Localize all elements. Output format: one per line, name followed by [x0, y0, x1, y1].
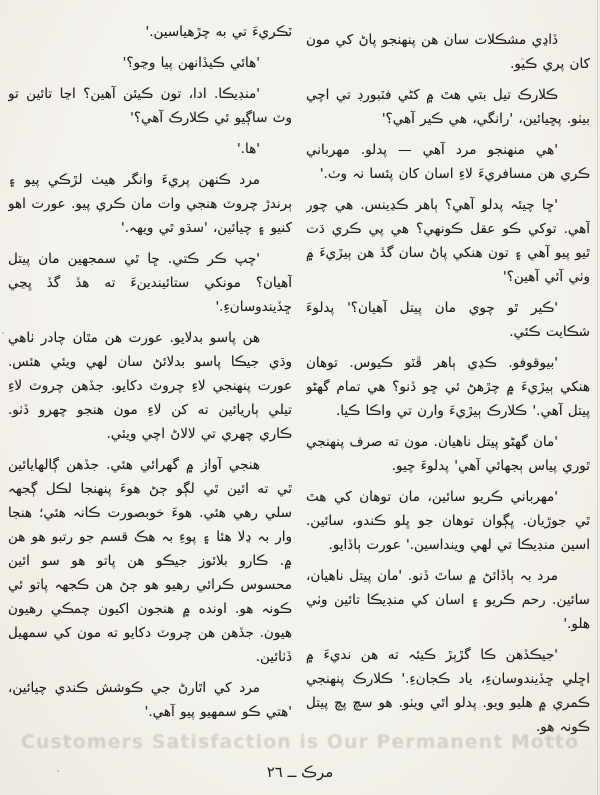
paragraph: 'بيوقوفو. ڪڍي ٻاهر ڦٽو ڪيوس. توهان هنکي ٻيڙيءَ ۾ چڙهڻ ئي ڇو ڏنو؟ هي تمام گهڻو پيتل آهي.' ڪلارڪ ٻيڙيءَ وارن تي واڪا ڪيا. — [306, 355, 590, 419]
paragraph: هن پاسو بدلايو. عورت هن مٿان چادر ٺاهي وڌي جيڪا پاسو بدلائڻ سان لهي ويئي هئس. عورت پنهنجي لاءِ چروٽ دکايو. جڏهن چروٽ لاءِ تيلي ٻاريائين ته کن لاءِ مون هنجو چهرو ڏٺو. ڪاري چهري تي لالاڻ اچي ويئي. — [8, 330, 292, 442]
paragraph: 'چپ ڪر ڪتي. ڇا ٿي سمجهين مان پيتل آهيان؟ مونکي ستائيندينءَ ته هڏ گڏ ڀڃي ڇڏيندوسانءِ.' — [8, 251, 292, 315]
paragraph: مرد ڪنهن پريءَ وانگر هيٺ لڙڪي پيو ۽ ٻرندڙ چروٽ هنجي وات مان ڪري پيو. عورت اهو کنيو ۽ چيائين، 'سڌو ٿي ويهہ.' — [8, 172, 292, 236]
paragraph: ڏاڍي مشڪلات سان هن پنهنجو پاڻ کي مون کان پري ڪيو. — [306, 32, 590, 72]
scan-speck — [521, 58, 524, 60]
paragraph: 'هي منهنجو مرد آهي — پدلو. مهرباني ڪري هن مسافريءَ لاءِ اسان کان پئسا نہ وٺ.' — [306, 142, 590, 182]
paragraph: 'مهرباني ڪريو سائين، مان توهان کي هٿ ٿي جوڙيان. ڀڳوان توهان جو ڀلو ڪندو، سائين. اسين منڊيڪا تي لهي وينداسين.' عورت ٻاڏايو. — [306, 489, 590, 553]
scan-speck — [57, 770, 59, 772]
paragraph: 'مان گهڻو پيتل ناهيان. مون ته صرف پنهنجي ٿوري پياس ٻجهائي آهي' پدلوءَ چيو. — [306, 434, 590, 474]
paragraph: 'هائي ڪيڏانهن پيا وڃو؟' — [122, 55, 260, 71]
paragraph: 'ڇا چيئہ پدلو آهي؟ ٻاهر ڪڍينس. هي چور آهي. توکي ڪو عقل ڪونهي؟ هي پي ڪري ڌت ٿيو پيو آهي ۽ تون هنکي پاڻ سان گڏ هن ٻيڙيءَ ۾ وٺي آئي آهين؟' — [306, 197, 590, 285]
page-number-footer: مرڪ ــ ٢٦ — [266, 763, 334, 781]
paragraph: ڪلارڪ تيل بتي هٿ ۾ کڻي فٽبورڊ تي اچي بيٺو. پڇيائين، 'رانگي، هي ڪير آهي؟' — [306, 87, 590, 127]
text-column-left — [306, 20, 590, 743]
paragraph: 'ها.' — [237, 141, 260, 157]
paragraph: هنجي آواز ۾ گهرائي هئي. جڏهن ڳالهايائين ٿي ته ائين ٿي لڳو ڄڻ هوءَ پنهنجا لڪل ڳجهہ سلي رهي هئي. هوءَ خوبصورت ڪانہ هئي؛ هنجا وار بہ ڍلا هئا ۽ پوءِ بہ هڪ قسم جو رتبو هو هن ۾. ڪارو بلائوز جيڪو هن پاتو هو سو ائين محسوس ڪرائي رهيو هو ڄڻ هن ڪجهہ پاتو ئي ڪونہ هو. اونده ۾ هنجون اکيون چمڪي رهيون هيون. جڏهن هن چروٽ دکايو ته مون کي سمهيل ڏٺائين. — [8, 457, 292, 665]
watermark-text: Customers Satisfaction is Our Permanent Motto — [20, 731, 580, 753]
paragraph: 'جيڪڏهن ڪا گڙٻڙ ڪيئہ ته هن نديءَ ۾ اڇلي ڇڏيندوسانءِ، ياد ڪجانءِ.' ڪلارڪ پنهنجي ڪمري ۾ هليو ويو. پدلو اٿي ويٺو. هو سچ پچ پيتل ڪونہ هو. — [306, 647, 590, 735]
paragraph: ٽڪريءَ تي به چڙهياسين.' — [145, 24, 292, 40]
paragraph: مرد کي اٿارڻ جي ڪوشش ڪندي چيائين، 'هتي ڪو سمهيو پيو آهي.' — [8, 680, 292, 720]
text-column-right — [8, 20, 292, 735]
paragraph: 'ڪير ٿو چوي مان پيتل آهيان؟' پدلوءَ شڪايت ڪئي. — [306, 300, 590, 340]
paragraph: 'منڊيڪا. ادا، تون ڪيئن آهين؟ اڃا تائين تو وٽ ساڳيو ئي ڪلارڪ آهي؟' — [8, 86, 292, 126]
scan-speck — [2, 332, 4, 334]
paragraph: مرد بہ ٻاڏائڻ ۾ ساٿ ڏنو. 'مان پيتل ناهيان، سائين. رحم ڪريو ۽ اسان کي منڊيڪا تائين وٺي هلو.' — [306, 568, 590, 632]
text-columns — [8, 20, 590, 735]
